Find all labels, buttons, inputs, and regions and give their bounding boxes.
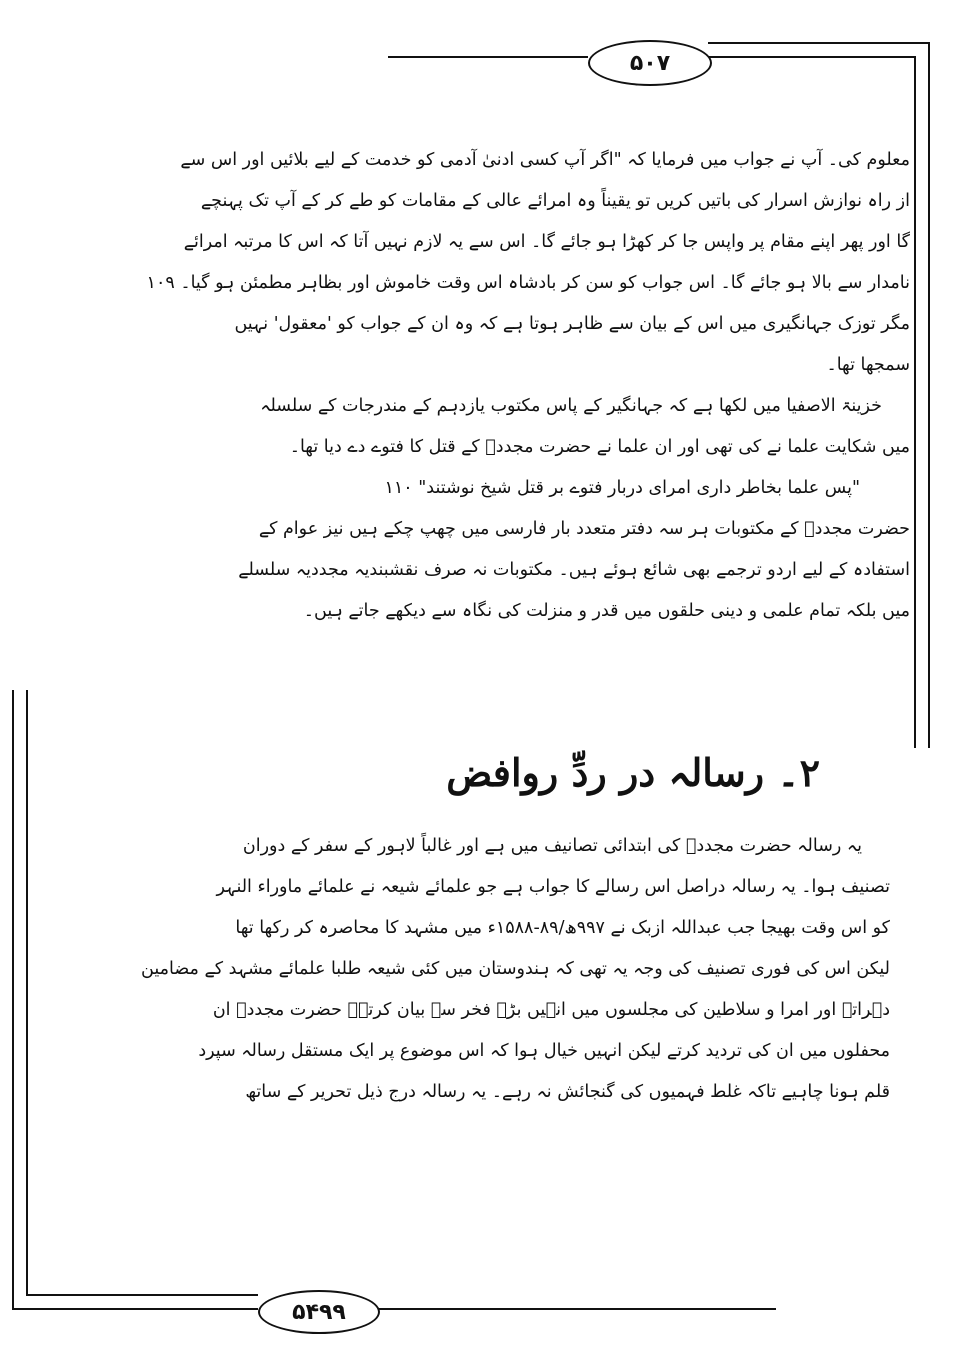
section-heading: ۲۔ رسالہ در ردِّ روافض xyxy=(446,750,820,795)
text-line: از راہ نوازش اسرار کی باتیں کریں تو یقیناً وہ امرائے عالی کے مقامات کو طے کر کے آپ تک پہنچے xyxy=(200,191,910,211)
paragraph-1 xyxy=(146,140,910,386)
frame-top-line-outer xyxy=(708,42,930,44)
text-line: کو اس وقت بھیجا جب عبداللہ ازبک نے ۹۹۷ھ/۸۹-۱۵۸۸ء میں مشہد کا محاصرہ کر رکھا تھا xyxy=(235,918,890,938)
text-line: محفلوں میں ان کی تردید کرتے لیکن انہیں خیال ہوا کہ اس موضوع پر ایک مستقل رسالہ سپرد xyxy=(198,1041,890,1061)
frame-bottom-line-outer xyxy=(12,1308,258,1310)
frame-right-line-inner xyxy=(914,56,916,748)
text-line: میں شکایت علما نے کی تھی اور ان علما نے حضرت مجددؒ کے قتل کا فتوے دے دیا تھا۔ xyxy=(289,437,910,457)
text-line: یہ رسالہ حضرت مجددؒ کی ابتدائی تصانیف میں ہے اور غالباً لاہور کے سفر کے دوران xyxy=(242,836,862,856)
text-line: لیکن اس کی فوری تصنیف کی وجہ یہ تھی کہ ہندوستان میں کئی شیعہ طلبا علمائے مشہد کے مضامین xyxy=(141,959,890,979)
frame-left-line-outer xyxy=(12,690,14,1310)
quote-line: "پس علما بخاطر داری امرای دربار فتوے بر قتل شیخ نوشتند" ۱۱۰ xyxy=(384,478,860,498)
text-line: مگر توزک جہانگیری میں اس کے بیان سے ظاہر ہوتا ہے کہ وہ ان کے جواب کو 'معقول' نہیں xyxy=(234,314,910,334)
page-number-bottom-text: ۵۴۹۹ xyxy=(292,1299,346,1325)
text-line: میں بلکہ تمام علمی و دینی حلقوں میں قدر و منزلت کی نگاہ سے دیکھے جاتے ہیں۔ xyxy=(303,601,910,621)
text-line: سمجھا تھا۔ xyxy=(826,355,910,375)
paragraph-4 xyxy=(141,826,890,1113)
quotation xyxy=(150,468,910,509)
paragraph-3 xyxy=(150,509,910,632)
paragraph-2 xyxy=(150,386,910,468)
page-number-top xyxy=(588,40,712,86)
text-line: استفادہ کے لیے اردو ترجمے بھی شائع ہوئے ہیں۔ مکتوبات نہ صرف نقشبندیہ مجددیہ سلسلے xyxy=(238,560,910,580)
text-line: معلوم کی۔ آپ نے جواب میں فرمایا کہ "اگر آپ کسی ادنیٰ آدمی کو خدمت کے لیے بلائیں اور اس سے xyxy=(180,150,910,170)
text-line: قلم ہونا چاہیے تاکہ غلط فہمیوں کی گنجائش نہ رہے۔ یہ رسالہ درج ذیل تحریر کے ساتھ xyxy=(245,1082,890,1102)
text-line: گا اور پھر اپنے مقام پر واپس جا کر کھڑا ہو جائے گا۔ اس سے یہ لازم نہیں آتا کہ اس کا مرتبہ امرائے xyxy=(183,232,910,252)
frame-top-line-inner xyxy=(708,56,916,58)
text-line: نامدار سے بالا ہو جائے گا۔ اس جواب کو سن کر بادشاہ اس وقت خاموش اور بظاہر مطمئن ہو گیا۔ ۱۰۹ xyxy=(146,273,910,293)
page-number-bottom xyxy=(258,1290,380,1334)
text-line: دہراتے اور امرا و سلاطین کی مجلسوں میں انہیں بڑے فخر سے بیان کرتے۔ حضرت مجددؒ ان xyxy=(212,1000,890,1020)
frame-top-line-left xyxy=(388,56,588,58)
text-line: حضرت مجددؒ کے مکتوبات ہر سہ دفتر متعدد بار فارسی میں چھپ چکے ہیں نیز عوام کے xyxy=(258,519,910,539)
frame-bottom-line-inner xyxy=(26,1294,258,1296)
text-line: تصنیف ہوا۔ یہ رسالہ دراصل اس رسالے کا جواب ہے جو علمائے شیعہ نے علمائے ماوراء النہر xyxy=(216,877,890,897)
bottom-section xyxy=(141,826,890,1113)
page-number-top-text: ۵۰۷ xyxy=(629,50,671,76)
frame-left-line-inner xyxy=(26,690,28,1296)
frame-bottom-line-right xyxy=(376,1308,776,1310)
top-section xyxy=(146,140,910,632)
text-line: خزینۃ الاصفیا میں لکھا ہے کہ جہانگیر کے پاس مکتوب یازدہم کے مندرجات کے سلسلہ xyxy=(260,396,882,416)
frame-right-line-outer xyxy=(928,42,930,748)
